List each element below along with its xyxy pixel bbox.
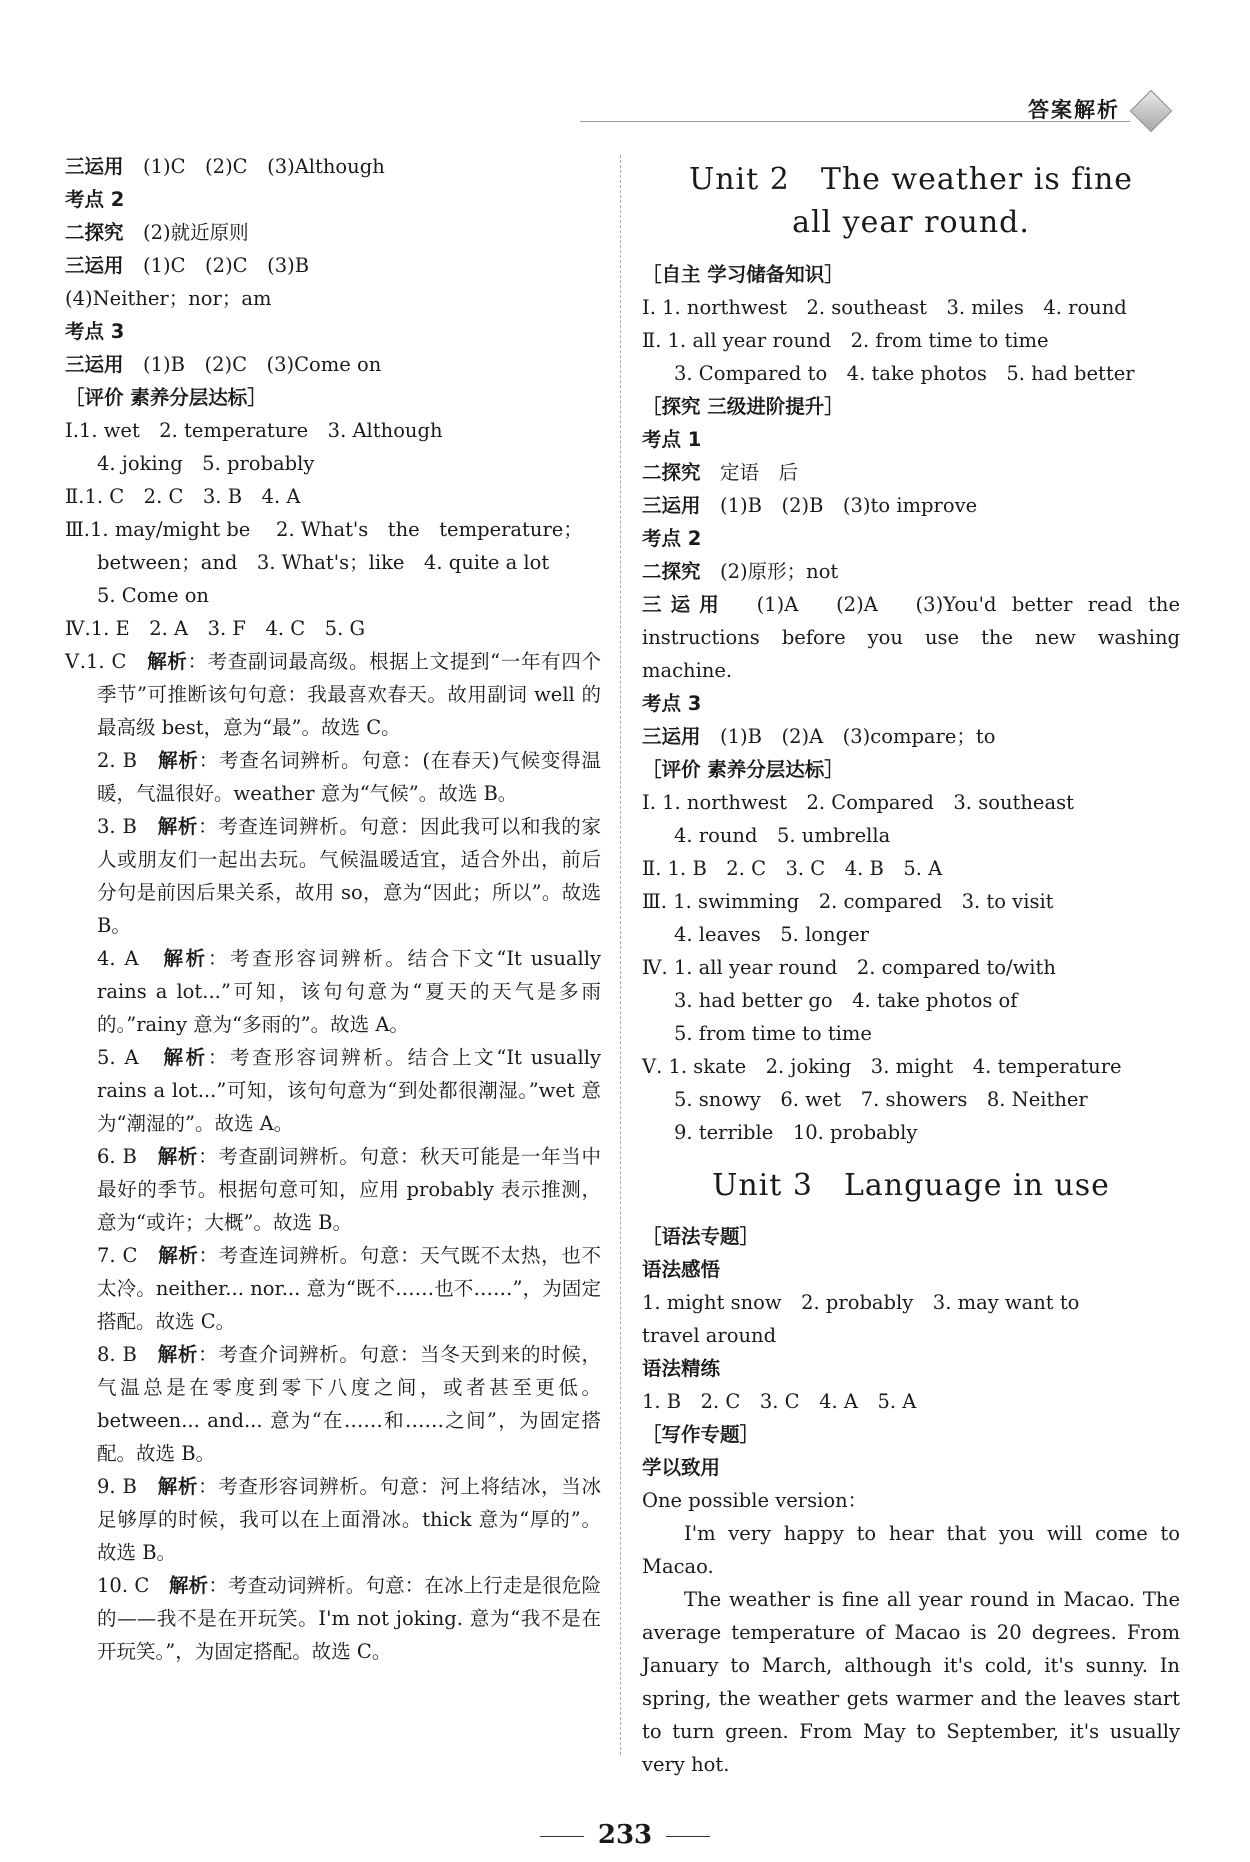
page-number-value: 233 [597,1820,653,1850]
right-line [642,258,1180,291]
exercise-line [65,414,601,447]
right2-line [642,852,1180,885]
left-text: 考点 3 [65,320,125,343]
yunyong-label: 三运用 [642,593,728,616]
right2-line [642,687,1180,720]
left-column [65,150,601,1668]
right3-line [642,1319,1180,1352]
right2-line [642,918,1180,951]
right2-text: Ⅲ. 1. swimming 2. compared 3. to visit [642,890,1054,913]
exercise-line [65,513,601,546]
right-text: 考点 2 [642,527,702,550]
right3-text: 1. B 2. C 3. C 4. A 5. A [642,1390,917,1413]
right-line [642,324,1180,357]
analysis-item [65,1140,601,1239]
right2-text: Ⅴ. 1. skate 2. joking 3. might 4. temperature [642,1055,1122,1078]
right3-line [642,1385,1180,1418]
page-header [580,88,1180,130]
unit2-title-line1: Unit 2 The weather is fine [688,162,1134,197]
right3-line [642,1418,1180,1451]
exercise-number: Ⅲ. [65,518,91,541]
exercise-line [65,612,601,645]
analysis-number: 8. B [97,1343,158,1366]
right2-text: 考点 3 [642,692,702,715]
analysis-label: 解析 [163,947,208,970]
analysis-text: ：考查连词辨析。句意：因此我可以和我的家人或朋友们一起出去玩。气候温暖适宜，适合外出，前后分句是前因后果关系，故用 so，意为“因此；所以”。故选 B。 [97,815,601,937]
right2-text: Ⅰ. 1. northwest 2. Compared 3. southeast [642,791,1074,814]
analysis-label: 解析 [157,1145,199,1168]
right-line [642,291,1180,324]
analysis-item [65,810,601,942]
analysis-label: 解析 [147,650,188,673]
left-text: (2)就近原则 [123,221,249,244]
analysis-text: ：考查形容词辨析。句意：河上将结冰，当冰足够厚的时候，我可以在上面滑冰。thick 意为“厚的”。故选 B。 [97,1475,601,1564]
analysis-item [65,1041,601,1140]
analysis-text: ：考查副词最高级。根据上文提到“一年有四个季节”可推断该句句意：我最喜欢春天。故用副词 well 的最高级 best，意为“最”。故选 C。 [97,650,601,739]
page-number [0,1820,1250,1850]
left-line [65,183,601,216]
left-line [65,315,601,348]
exercise-answer: 1. may/might be 2. What's the temperature； [90,518,583,541]
analysis-number: 7. C [97,1244,159,1267]
right-line [642,522,1180,555]
right3-text: 语法精练 [642,1357,721,1380]
essay-paragraph: The weather is fine all year round in Macao. The average temperature of Macao is 20 degrees. From January to March, although it's cold, it's sunny. In spring, the weather gets warmer and the leaves start to turn green. From May to September, it's usually very hot. [642,1588,1180,1776]
right3-line [642,1220,1180,1253]
analysis-label: 解析 [163,1046,208,1069]
right2-line [642,951,1180,984]
exercise-line [65,480,601,513]
right2-line [642,720,1180,753]
right2-text: Ⅱ. 1. B 2. C 3. C 4. B 5. A [642,857,943,880]
right-text: 3. Compared to 4. take photos 5. had better [674,362,1135,385]
right3-text: ［写作专题］ [642,1423,760,1446]
right3-text: ［语法专题］ [642,1225,760,1248]
right2-text: Ⅳ. 1. all year round 2. compared to/with [642,956,1056,979]
right-line [642,423,1180,456]
right-line [642,456,1180,489]
right2-line [642,1116,1180,1149]
right-text: 二探究 [642,461,701,484]
right-text: (2)原形；not [700,560,839,583]
unit2-title [642,158,1180,244]
right2-text: (1)B (2)A (3)compare；to [700,725,996,748]
right2-text: 4. leaves 5. longer [674,923,869,946]
analysis-item [65,1569,601,1668]
right2-text: 4. round 5. umbrella [674,824,891,847]
right3-line [642,1451,1180,1484]
right-column [642,150,1180,1781]
right2-line [642,1017,1180,1050]
exercise-answer: 1. wet 2. temperature 3. Although [78,419,443,442]
exercise-number: Ⅳ. [65,617,91,640]
exercise-answer: between；and 3. What's；like 4. quite a lot [97,551,550,574]
page-number-dash-left [540,1836,584,1837]
exercise-number: Ⅰ. [65,419,79,442]
right-text: ［自主 学习储备知识］ [642,263,844,286]
right-line [642,390,1180,423]
left-text: 二探究 [65,221,124,244]
right-text: 二探究 [642,560,701,583]
right2-line [642,819,1180,852]
essay-paragraph: I'm very happy to hear that you will come to Macao. [642,1522,1180,1578]
right2-text: ［评价 素养分层达标］ [642,758,844,781]
analysis-text: ：考查介词辨析。句意：当冬天到来的时候，气温总是在零度到零下八度之间，或者甚至更低。between... and... 意为“在……和……之间”，为固定搭配。故选 B。 [97,1343,601,1465]
exercise-number: Ⅱ. [65,485,85,508]
exercise-line [65,579,601,612]
right-text: 三运用 [642,494,701,517]
left-line [65,348,601,381]
analysis-text: ：考查名词辨析。句意：(在春天)气候变得温暖，气温很好。weather 意为“气候”。故选 B。 [97,749,601,805]
right3-text: travel around [642,1324,777,1347]
analysis-label: 解析 [158,1244,199,1267]
yunyong-answer [642,588,1180,687]
analysis-number: 4. A [97,947,164,970]
analysis-item [65,1470,601,1569]
analysis-label: 解析 [157,815,199,838]
analysis-label: 解析 [158,749,199,772]
right2-text: 5. from time to time [674,1022,872,1045]
left-text: (1)C (2)C (3)Although [123,155,385,178]
right-line [642,489,1180,522]
left-line [65,282,601,315]
right2-line [642,753,1180,786]
exercise-answer: 4. joking 5. probably [97,452,315,475]
right2-line [642,984,1180,1017]
analysis-number: 9. B [97,1475,158,1498]
right2-line [642,885,1180,918]
exercise-answer: 5. Come on [97,584,209,607]
exercise-line [65,447,601,480]
left-text: 三运用 [65,155,124,178]
left-text: 三运用 [65,254,124,277]
left-text: 三运用 [65,353,124,376]
page-number-dash-right [666,1836,710,1837]
exercise-answer: 1. C 2. C 3. B 4. A [84,485,301,508]
analysis-number: 2. B [97,749,159,772]
exercise-line [65,546,601,579]
left-line [65,216,601,249]
analysis-number: 5. A [97,1046,164,1069]
right2-text: 三运用 [642,725,701,748]
left-text: ［评价 素养分层达标］ [65,386,267,409]
analysis-text: ：考查连词辨析。句意：天气既不太热，也不太冷。neither... nor... 意为“既不……也不……”，为固定搭配。故选 C。 [97,1244,601,1333]
analysis-text: ：考查副词辨析。句意：秋天可能是一年当中最好的季节。根据句意可知，应用 probably 表示推测，意为“或许；大概”。故选 B。 [97,1145,601,1234]
right3-line [642,1253,1180,1286]
analysis-label: 解析 [169,1574,209,1597]
right3-line [642,1484,1180,1517]
left-line [65,381,601,414]
right2-text: 5. snowy 6. wet 7. showers 8. Neither [674,1088,1088,1111]
right-line [642,555,1180,588]
analysis-item [65,942,601,1041]
left-line [65,150,601,183]
analysis-item [65,1239,601,1338]
analysis-item [65,1338,601,1470]
analysis-item [65,645,601,744]
header-diamond-icon [1130,90,1172,132]
left-text: (4)Neither；nor；am [65,287,272,310]
right2-line [642,1083,1180,1116]
unit3-title: Unit 3 Language in use [712,1168,1110,1203]
right2-text: 9. terrible 10. probably [674,1121,918,1144]
exercise-answer: 1. E 2. A 3. F 4. C 5. G [90,617,366,640]
right3-text: One possible version： [642,1489,868,1512]
analysis-text: ：考查形容词辨析。结合上文“It usually rains a lot...”可知，该句句意为“到处都很潮湿。”wet 意为“潮湿的”。故选 A。 [97,1046,601,1135]
analysis-label: 解析 [157,1475,199,1498]
analysis-text: ：考查形容词辨析。结合下文“It usually rains a lot...”可知，该句句意为“夏天的天气是多雨的。”rainy 意为“多雨的”。故选 A。 [97,947,601,1036]
left-line [65,249,601,282]
analysis-number: 1. C [85,650,148,673]
right3-text: 学以致用 [642,1456,721,1479]
right-text: ［探究 三级进阶提升］ [642,395,844,418]
right3-line [642,1352,1180,1385]
right-text: (1)B (2)B (3)to improve [700,494,978,517]
right-text: 定语 后 [700,461,799,484]
analysis-item [65,744,601,810]
right3-text: 1. might snow 2. probably 3. may want to [642,1291,1080,1314]
analysis-label: 解析 [157,1343,199,1366]
analysis-number: 3. B [97,815,158,838]
right-text: 考点 1 [642,428,702,451]
section-number: Ⅴ. [65,650,86,673]
right2-text: 3. had better go 4. take photos of [674,989,1018,1012]
right3-text: 语法感悟 [642,1258,721,1281]
analysis-number: 10. C [97,1574,170,1597]
right2-line [642,786,1180,819]
header-title: 答案解析 [1028,98,1120,122]
unit2-title-line2: all year round. [792,205,1030,240]
left-text: (1)B (2)C (3)Come on [123,353,382,376]
yunyong-text: (1)A (2)A (3)You'd better read the instructions before you use the new washing machine. [642,593,1180,682]
right-line [642,357,1180,390]
right-text: Ⅰ. 1. northwest 2. southeast 3. miles 4. round [642,296,1127,319]
right3-line [642,1286,1180,1319]
left-text: (1)C (2)C (3)B [123,254,310,277]
right-text: Ⅱ. 1. all year round 2. from time to time [642,329,1049,352]
column-divider [620,155,621,1755]
analysis-number: 6. B [97,1145,158,1168]
left-text: 考点 2 [65,188,125,211]
analysis-text: ：考查动词辨析。句意：在冰上行走是很危险的——我不是在开玩笑。I'm not joking. 意为“我不是在开玩笑。”，为固定搭配。故选 C。 [97,1574,601,1663]
right2-line [642,1050,1180,1083]
